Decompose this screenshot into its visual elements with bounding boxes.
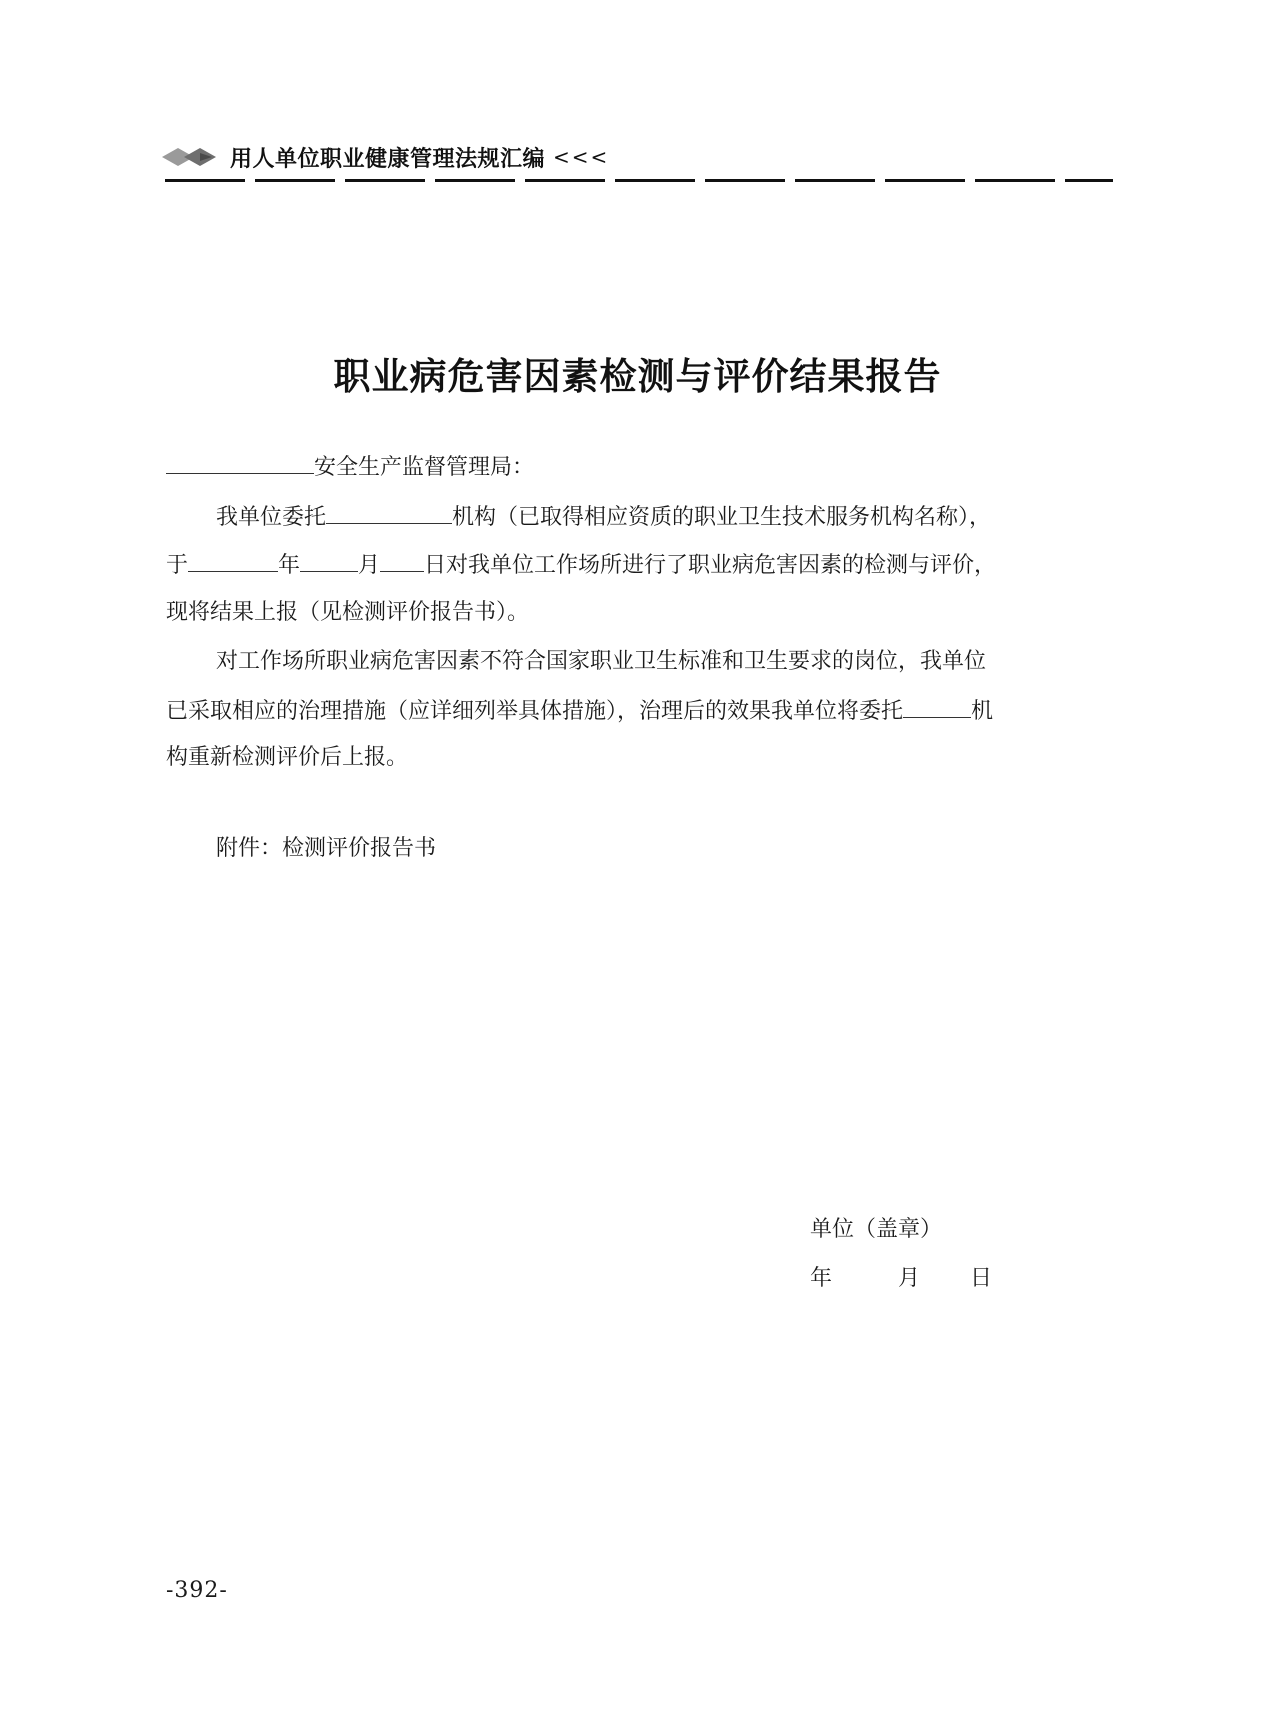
signature-year: 年 [810,1266,833,1291]
para2-line2-prefix: 已采取相应的治理措施（应详细列举具体措施），治理后的效果我单位将委托 [166,699,904,724]
para1-line2-prefix: 于 [166,553,189,578]
para1-line1-prefix: 我单位委托 [216,505,327,530]
signature-date [810,1264,992,1294]
para2-line1: 对工作场所职业病危害因素不符合国家职业卫生标准和卫生要求的岗位，我单位 [216,649,987,674]
month-blank[interactable] [300,549,358,572]
book-title: 用人单位职业健康管理法规汇编 [230,146,546,172]
addressee-text: 安全生产监督管理局： [314,455,535,480]
running-header [160,139,609,175]
para1-line3: 现将结果上报（见检测评价报告书）。 [166,600,530,625]
header-arrows: <<< [553,145,610,169]
addressee-blank[interactable] [166,451,314,474]
para1-line2-suffix: 日对我单位工作场所进行了职业病危害因素的检测与评价， [424,553,997,578]
signature-day: 日 [970,1266,993,1291]
retest-agency-blank[interactable] [903,695,971,718]
para2-line2-suffix: 机 [971,699,994,724]
attachment-note: 附件：检测评价报告书 [216,836,437,861]
para2-line3: 构重新检测评价后上报。 [166,745,409,770]
para1-line2 [166,549,996,581]
document-title: 职业病危害因素检测与评价结果报告 [333,355,942,398]
page-number: -392- [166,1578,228,1603]
double-diamond-logo-icon [160,145,222,169]
month-label: 月 [358,553,381,578]
year-label: 年 [278,553,301,578]
year-blank[interactable] [188,549,278,572]
signature-unit-seal: 单位（盖章） [810,1217,943,1242]
para1-line1 [216,501,991,533]
header-dashed-rule [165,179,1113,182]
agency-name-blank[interactable] [326,501,452,524]
day-blank[interactable] [380,549,424,572]
signature-month: 月 [898,1266,921,1291]
para1-line1-suffix: 机构（已取得相应资质的职业卫生技术服务机构名称）， [452,505,992,530]
para2-line2 [166,695,993,727]
addressee-line [166,451,534,483]
